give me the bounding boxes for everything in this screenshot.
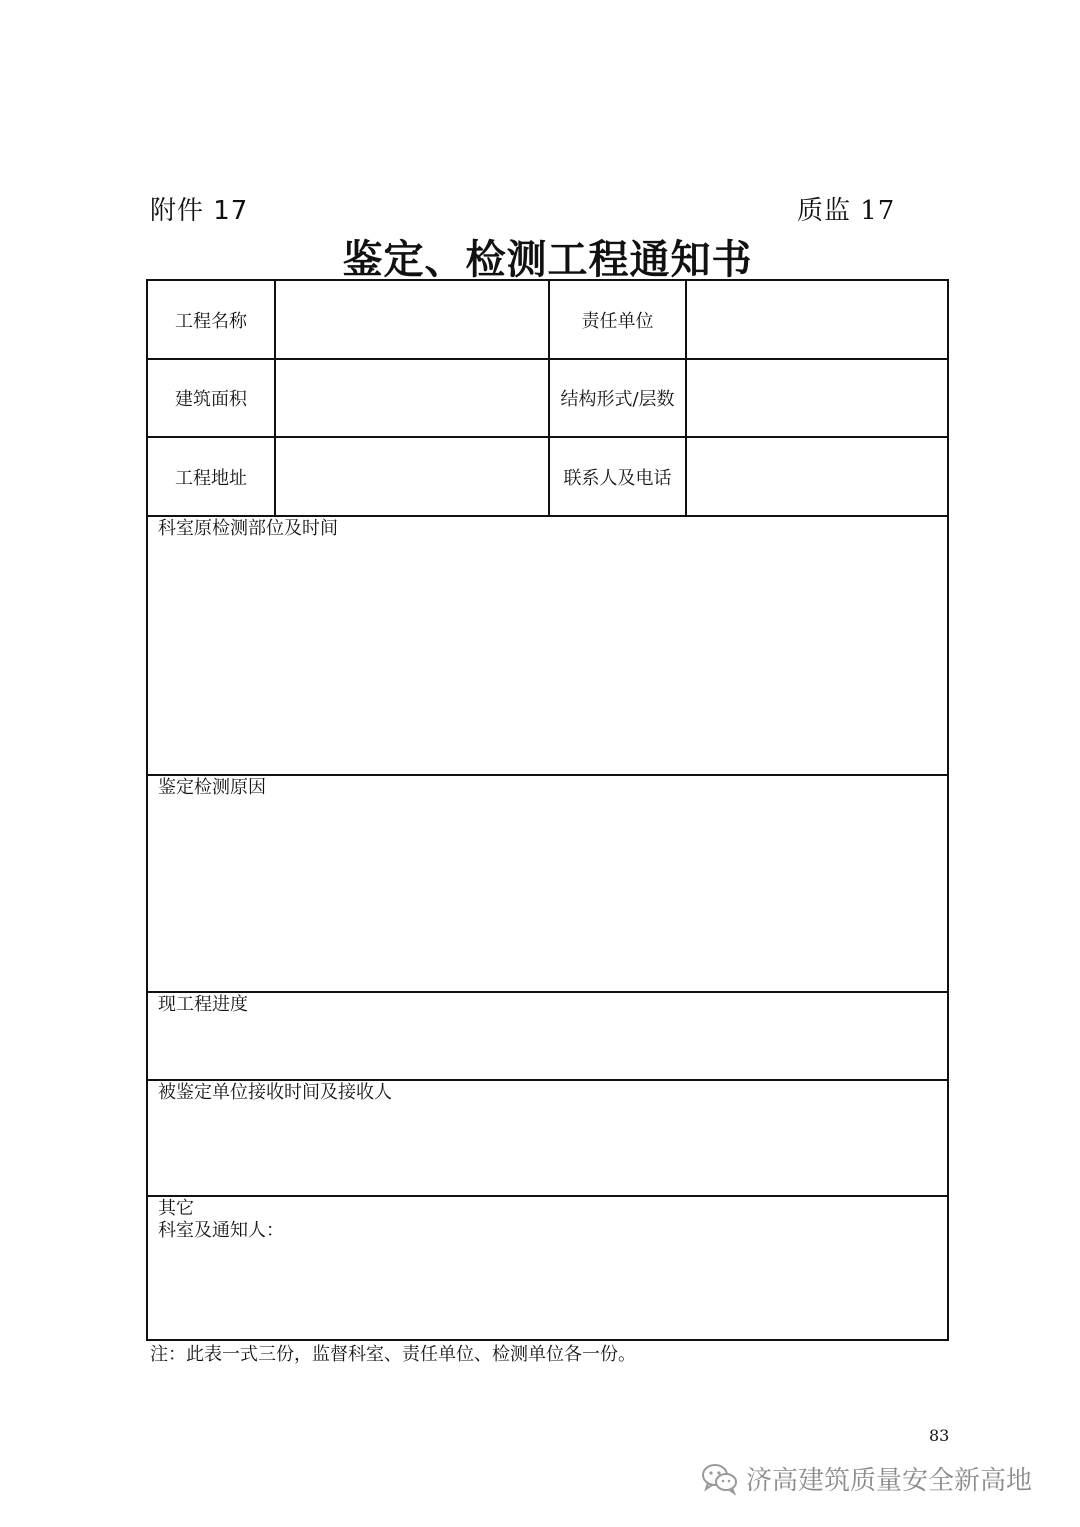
building-area-field[interactable] (276, 360, 550, 436)
building-area-label: 建筑面积 (148, 360, 276, 436)
inspection-reason-label: 鉴定检测原因 (158, 777, 266, 798)
project-name-field[interactable] (276, 281, 550, 358)
responsible-unit-field[interactable] (687, 281, 947, 358)
wechat-icon (700, 1462, 740, 1496)
page-number: 83 (929, 1426, 950, 1445)
responsible-unit-label: 责任单位 (550, 281, 687, 358)
inspection-reason-section[interactable] (148, 776, 947, 993)
watermark (700, 1460, 1032, 1497)
current-progress-label: 现工程进度 (158, 994, 248, 1015)
other-label: 其它 (158, 1198, 194, 1219)
table-row (148, 360, 947, 438)
notice-form-table (146, 279, 949, 1341)
form-code: 质监 17 (797, 196, 896, 226)
receipt-label: 被鉴定单位接收时间及接收人 (158, 1082, 392, 1103)
contact-phone-field[interactable] (687, 438, 947, 515)
original-inspection-section[interactable] (148, 517, 947, 776)
watermark-text: 济高建筑质量安全新高地 (746, 1466, 1033, 1496)
receipt-section[interactable] (148, 1081, 947, 1197)
original-inspection-label: 科室原检测部位及时间 (158, 518, 338, 539)
notifier-label: 科室及通知人： (158, 1220, 284, 1241)
table-row (148, 281, 947, 360)
form-footnote: 注：此表一式三份，监督科室、责任单位、检测单位各一份。 (150, 1344, 636, 1365)
other-section[interactable] (148, 1197, 947, 1339)
attachment-label: 附件 17 (150, 196, 249, 226)
project-name-label: 工程名称 (148, 281, 276, 358)
document-title: 鉴定、检测工程通知书 (342, 236, 753, 283)
structure-floors-field[interactable] (687, 360, 947, 436)
contact-phone-label: 联系人及电话 (550, 438, 687, 515)
project-address-label: 工程地址 (148, 438, 276, 515)
current-progress-section[interactable] (148, 993, 947, 1081)
project-address-field[interactable] (276, 438, 550, 515)
structure-floors-label: 结构形式/层数 (550, 360, 687, 436)
table-row (148, 438, 947, 517)
